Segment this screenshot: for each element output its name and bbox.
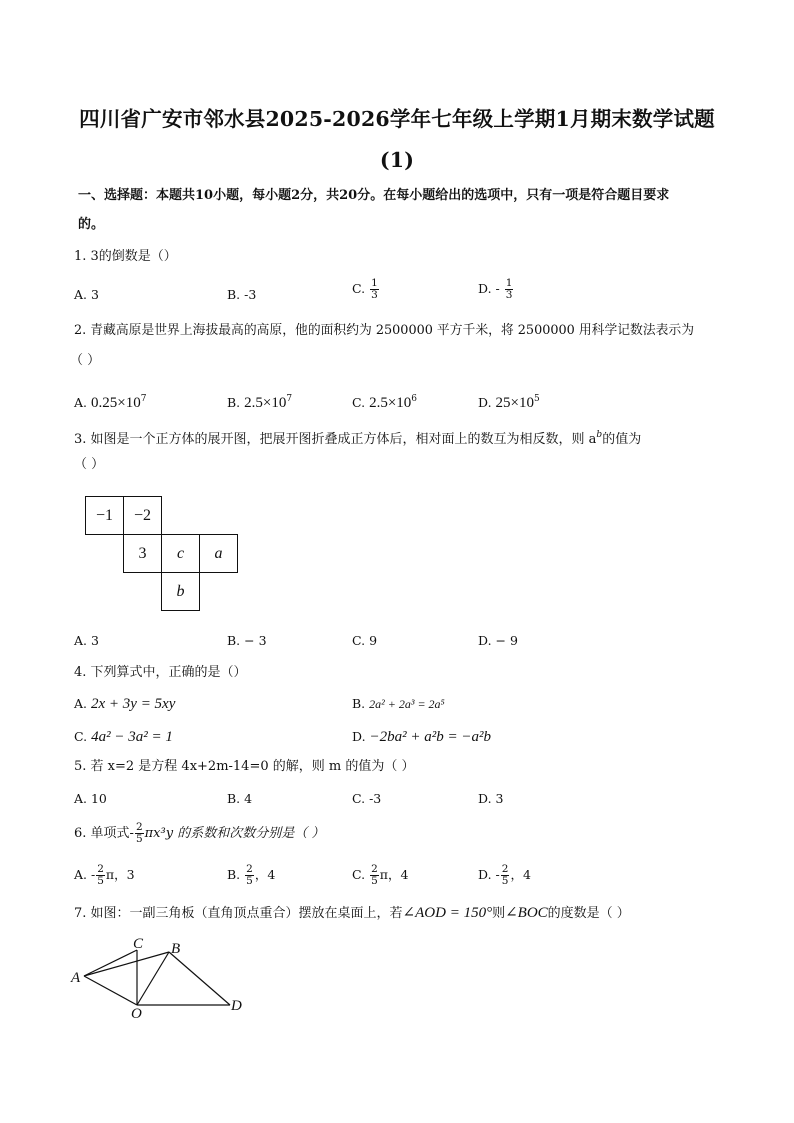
segment-bd: [169, 952, 230, 1005]
fraction: $\frac{2}{5}$: [246, 863, 253, 887]
question-3-stem-cont: （ ）: [74, 457, 105, 472]
label-c: C: [133, 936, 144, 952]
q1-option-b: B. -3: [227, 287, 257, 302]
q3-option-d: D. − 9: [478, 633, 518, 648]
q6-option-c: C. $\frac{2}{5}$ π，4: [352, 863, 409, 887]
q6-option-b: B. $\frac{2}{5}$ ，4: [227, 863, 276, 887]
q2-option-a: A. $0.25\times 10^7$: [74, 394, 147, 411]
fraction: $\frac{1}{3}$: [505, 277, 513, 301]
exam-title-part: (1): [379, 148, 415, 172]
fraction: $\frac{2}{5}$: [97, 863, 104, 887]
q1-option-c: C. $\frac{1}{3}$: [352, 277, 378, 301]
q2-option-b: B. $2.5\times 10^7$: [227, 394, 293, 411]
q4-option-a: A. 2x + 3y = 5xy: [74, 696, 176, 712]
q3-option-b: B. − 3: [227, 633, 267, 648]
fraction: $\frac{1}{3}$: [371, 277, 378, 301]
q4-option-c: C. 4a² − 3a² = 1: [74, 729, 173, 745]
q6-option-a: A. - $\frac{2}{5}$ π，3: [74, 863, 135, 887]
label-b: B: [171, 941, 181, 957]
q5-option-b: B. 4: [227, 791, 253, 806]
question-7-stem: 7. 如图：一副三角板（直角顶点重合）摆放在桌面上，若∠AOD = 150°则∠BOC的度数是（ ）: [74, 905, 630, 921]
q1-option-d: D. - $\frac{1}{3}$: [478, 277, 513, 301]
question-1-stem: 1. 3的倒数是（）: [74, 249, 177, 264]
q4-option-b: B. 2a² + 2a³ = 2a⁵: [352, 696, 445, 711]
q3-option-a: A. 3: [74, 633, 99, 648]
net-cell: c: [161, 534, 200, 573]
q1-option-a: A. 3: [74, 287, 99, 302]
label-a: A: [71, 970, 81, 986]
q4-option-d: D. −2ba² + a²b = −a²b: [352, 729, 492, 745]
net-cell: a: [199, 534, 238, 573]
q2-option-c: C. $2.5\times 10^6$: [352, 394, 418, 411]
q5-option-a: A. 10: [74, 791, 107, 806]
net-cell: −2: [123, 496, 162, 535]
question-2-stem-cont: （ ）: [70, 353, 101, 368]
net-cell: b: [161, 572, 200, 611]
q6-option-d: D. - $\frac{2}{5}$ ，4: [478, 863, 531, 887]
exam-title: 四川省广安市邻水县2025-2026学年七年级上学期1月期末数学试题: [79, 107, 715, 131]
fraction: $\frac{2}{5}$: [501, 863, 509, 887]
question-2-stem: 2. 青藏高原是世界上海拔最高的高原，他的面积约为 2500000 平方千米，将 2500000 用科学记数法表示为: [74, 323, 695, 338]
section-heading-cont: 的。: [78, 217, 105, 232]
q5-option-d: D. 3: [478, 791, 504, 806]
q3-option-c: C. 9: [352, 633, 378, 648]
segment-ao: [84, 976, 137, 1005]
q2-option-d: D. $25\times 10^5$: [478, 394, 540, 411]
question-3-stem: 3. 如图是一个正方体的展开图，把展开图折叠成正方体后，相对面上的数互为相反数，则 $a^b$的值为: [74, 430, 642, 447]
question-5-stem: 5. 若 x=2 是方程 4x+2m-14=0 的解，则 m 的值为（ ）: [74, 759, 415, 774]
fraction: $\frac{2}{5}$: [135, 821, 143, 845]
net-cell: 3: [123, 534, 162, 573]
label-d: D: [231, 998, 242, 1014]
question-4-stem: 4. 下列算式中，正确的是（）: [74, 665, 247, 680]
fraction: $\frac{2}{5}$: [371, 863, 378, 887]
question-6-stem: 6. 单项式- $\frac{2}{5}$ πx³y 的系数和次数分别是（ ）: [74, 821, 325, 845]
label-o: O: [131, 1006, 142, 1022]
section-heading: 一、选择题：本题共10小题，每小题2分，共20分。在每小题给出的选项中，只有一项是符合题目要求: [78, 188, 670, 203]
triangle-set-figure: [66, 930, 256, 1022]
q5-option-c: C. -3: [352, 791, 382, 806]
net-cell: −1: [85, 496, 124, 535]
